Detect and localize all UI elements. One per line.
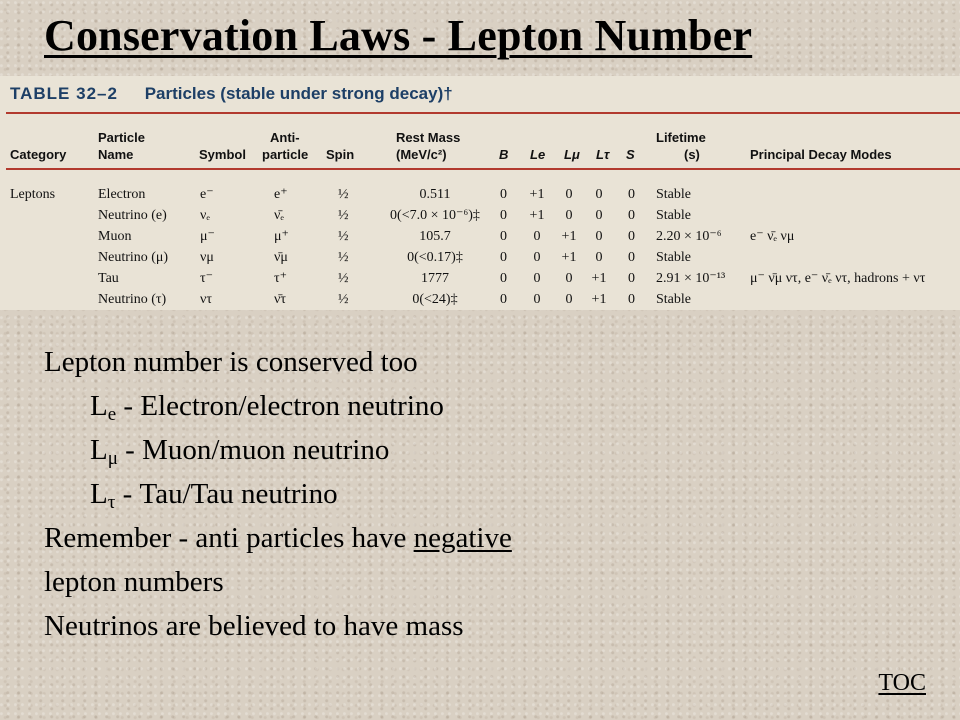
cell-mass: 0(<24)‡ [412, 292, 458, 307]
cell-name: Tau [98, 271, 119, 286]
cell-lifetime: 2.91 × 10⁻¹³ [656, 271, 726, 286]
cell-b: 0 [500, 250, 507, 265]
cell-spin: ½ [338, 250, 349, 265]
cell-lifetime: Stable [656, 187, 691, 202]
cell-s: 0 [628, 292, 635, 307]
table-caption-text: Particles (stable under strong decay)† [144, 84, 453, 103]
cell-name: Muon [98, 229, 132, 244]
cell-s: 0 [628, 187, 635, 202]
cell-symbol: ντ [200, 292, 212, 307]
remember-prefix: Remember - anti particles have [44, 522, 414, 554]
particle-table-image [0, 76, 960, 310]
cell-s: 0 [628, 271, 635, 286]
header-lifetime-line2: (s) [684, 147, 700, 162]
cell-lifetime: Stable [656, 292, 691, 307]
cell-spin: ½ [338, 208, 349, 223]
header-antiparticle-line2: particle [262, 147, 309, 162]
cell-le: +1 [529, 208, 545, 223]
cell-b: 0 [500, 292, 507, 307]
category-leptons: Leptons [10, 187, 56, 202]
cell-name: Neutrino (τ) [98, 292, 167, 307]
header-mass-line1: Rest Mass [396, 130, 461, 145]
ltau-symbol: L [90, 478, 108, 510]
header-antiparticle-line1: Anti- [270, 130, 300, 145]
header-s: S [626, 147, 635, 162]
slide-body [44, 340, 512, 648]
header-mass-line2: (MeV/c²) [396, 147, 447, 162]
cell-lifetime: Stable [656, 250, 691, 265]
ltau-text: - Tau/Tau neutrino [115, 478, 338, 510]
cell-symbol: νₑ [200, 208, 210, 223]
cell-ltau: +1 [591, 271, 607, 286]
cell-le: 0 [533, 292, 541, 307]
cell-b: 0 [500, 229, 507, 244]
table-header-rule [6, 168, 960, 170]
header-b: B [499, 147, 509, 162]
cell-b: 0 [500, 208, 507, 223]
cell-ltau: +1 [591, 292, 607, 307]
header-lifetime-line1: Lifetime [656, 130, 706, 145]
header-particle-line1: Particle [98, 130, 145, 145]
cell-symbol: μ⁻ [200, 229, 215, 244]
cell-antiparticle: e⁺ [274, 187, 288, 202]
header-particle-line2: Name [98, 147, 134, 162]
cell-lifetime: 2.20 × 10⁻⁶ [656, 229, 722, 244]
cell-s: 0 [628, 250, 635, 265]
header-lmu: Lμ [564, 147, 580, 162]
cell-b: 0 [500, 187, 507, 202]
header-le: Le [530, 147, 546, 162]
body-line-neutrinos: Neutrinos are believed to have mass [44, 610, 464, 642]
header-ltau: Lτ [596, 147, 610, 162]
cell-decay: e⁻ ν̄ₑ νμ [750, 229, 795, 244]
header-spin: Spin [326, 147, 355, 162]
cell-name: Neutrino (μ) [98, 250, 169, 265]
cell-decay: μ⁻ ν̄μ ντ, e⁻ ν̄ₑ ντ, hadrons + ντ [750, 271, 926, 286]
body-line-ltau [44, 472, 512, 516]
cell-spin: ½ [338, 292, 349, 307]
cell-le: +1 [529, 187, 545, 202]
cell-le: 0 [533, 271, 541, 286]
cell-b: 0 [500, 271, 507, 286]
body-line-lepton-conserved: Lepton number is conserved too [44, 346, 418, 378]
cell-ltau: 0 [595, 229, 603, 244]
cell-mass: 105.7 [419, 229, 451, 244]
cell-symbol: τ⁻ [200, 271, 214, 286]
le-symbol: L [90, 390, 108, 422]
table-number: TABLE 32–2 [10, 84, 118, 103]
header-symbol: Symbol [199, 147, 246, 162]
header-decay: Principal Decay Modes [750, 147, 892, 162]
cell-lifetime: Stable [656, 208, 691, 223]
table-caption [10, 84, 453, 104]
cell-lmu: 0 [565, 208, 573, 223]
cell-name: Electron [98, 187, 146, 202]
body-line-remember [44, 516, 512, 560]
cell-spin: ½ [338, 187, 349, 202]
header-category: Category [10, 147, 67, 162]
cell-s: 0 [628, 208, 635, 223]
cell-le: 0 [533, 250, 541, 265]
cell-antiparticle: ν̄μ [274, 250, 288, 265]
cell-antiparticle: τ⁺ [274, 271, 288, 286]
cell-symbol: e⁻ [200, 187, 214, 202]
body-line-lepton-numbers: lepton numbers [44, 566, 224, 598]
cell-lmu: 0 [565, 187, 573, 202]
cell-ltau: 0 [595, 250, 603, 265]
body-line-le [44, 384, 512, 428]
le-text: - Electron/electron neutrino [116, 390, 444, 422]
cell-lmu: +1 [561, 229, 577, 244]
cell-symbol: νμ [200, 250, 214, 265]
cell-mass: 1777 [421, 271, 449, 286]
cell-mass: 0(<0.17)‡ [407, 250, 463, 265]
cell-ltau: 0 [595, 187, 603, 202]
cell-name: Neutrino (e) [98, 208, 167, 223]
cell-le: 0 [533, 229, 541, 244]
cell-lmu: +1 [561, 250, 577, 265]
cell-spin: ½ [338, 229, 349, 244]
cell-s: 0 [628, 229, 635, 244]
cell-mass: 0.511 [419, 187, 451, 202]
remember-negative: negative [413, 522, 512, 554]
table-top-rule [6, 112, 960, 114]
cell-spin: ½ [338, 271, 349, 286]
cell-antiparticle: ν̄ₑ [274, 208, 284, 223]
toc-link[interactable]: TOC [878, 670, 926, 696]
cell-ltau: 0 [595, 208, 603, 223]
cell-lmu: 0 [565, 292, 573, 307]
slide-title: Conservation Laws - Lepton Number [44, 11, 753, 60]
ltau-subscript: τ [107, 492, 116, 513]
cell-antiparticle: ν̄τ [274, 292, 286, 307]
lmu-subscript: μ [107, 448, 118, 469]
body-line-lmu [44, 428, 512, 472]
cell-antiparticle: μ⁺ [274, 229, 289, 244]
cell-lmu: 0 [565, 271, 573, 286]
cell-mass: 0(<7.0 × 10⁻⁶)‡ [390, 208, 480, 223]
lmu-text: - Muon/muon neutrino [117, 434, 390, 466]
le-subscript: e [107, 404, 117, 425]
lmu-symbol: L [90, 434, 108, 466]
